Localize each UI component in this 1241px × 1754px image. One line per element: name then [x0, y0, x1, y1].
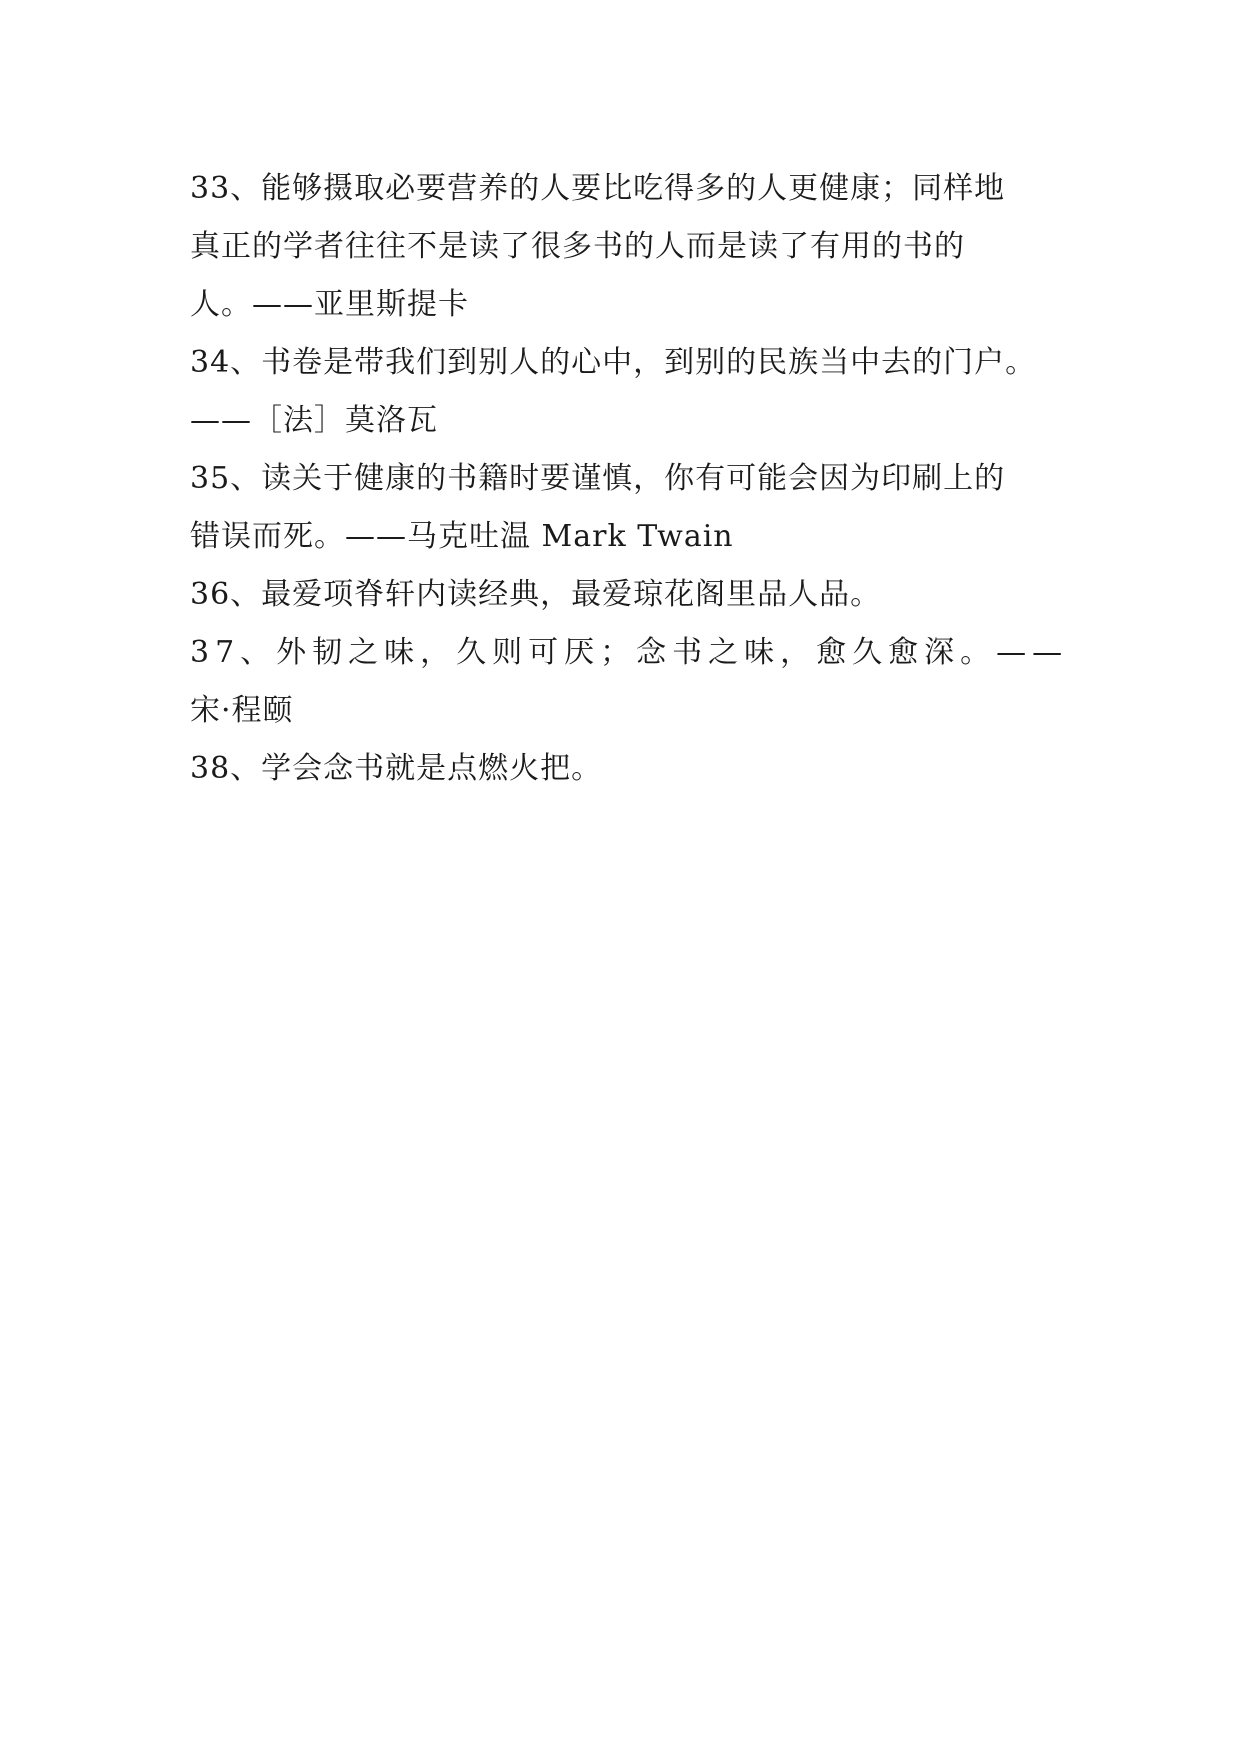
- text-line: 37、外韧之味，久则可厌；念书之味，愈久愈深。——: [190, 635, 1069, 670]
- text-line: 人。——亚里斯提卡: [190, 287, 469, 322]
- text-line: 宋·程颐: [190, 693, 294, 728]
- text-line: 38、学会念书就是点燃火把。: [190, 751, 603, 786]
- document-body: [190, 160, 1069, 798]
- text-line: 35、读关于健康的书籍时要谨慎，你有可能会因为印刷上的: [190, 461, 1006, 496]
- text-line: 36、最爱项脊轩内读经典，最爱琼花阁里品人品。: [190, 577, 882, 612]
- text-line: 34、书卷是带我们到别人的心中，到别的民族当中去的门户。: [190, 345, 1037, 380]
- text-line: 33、能够摄取必要营养的人要比吃得多的人更健康；同样地: [190, 171, 1006, 206]
- text-line: ——［法］莫洛瓦: [190, 403, 438, 438]
- text-line: 错误而死。——马克吐温 Mark Twain: [190, 519, 734, 554]
- text-line: 真正的学者往往不是读了很多书的人而是读了有用的书的: [190, 229, 965, 264]
